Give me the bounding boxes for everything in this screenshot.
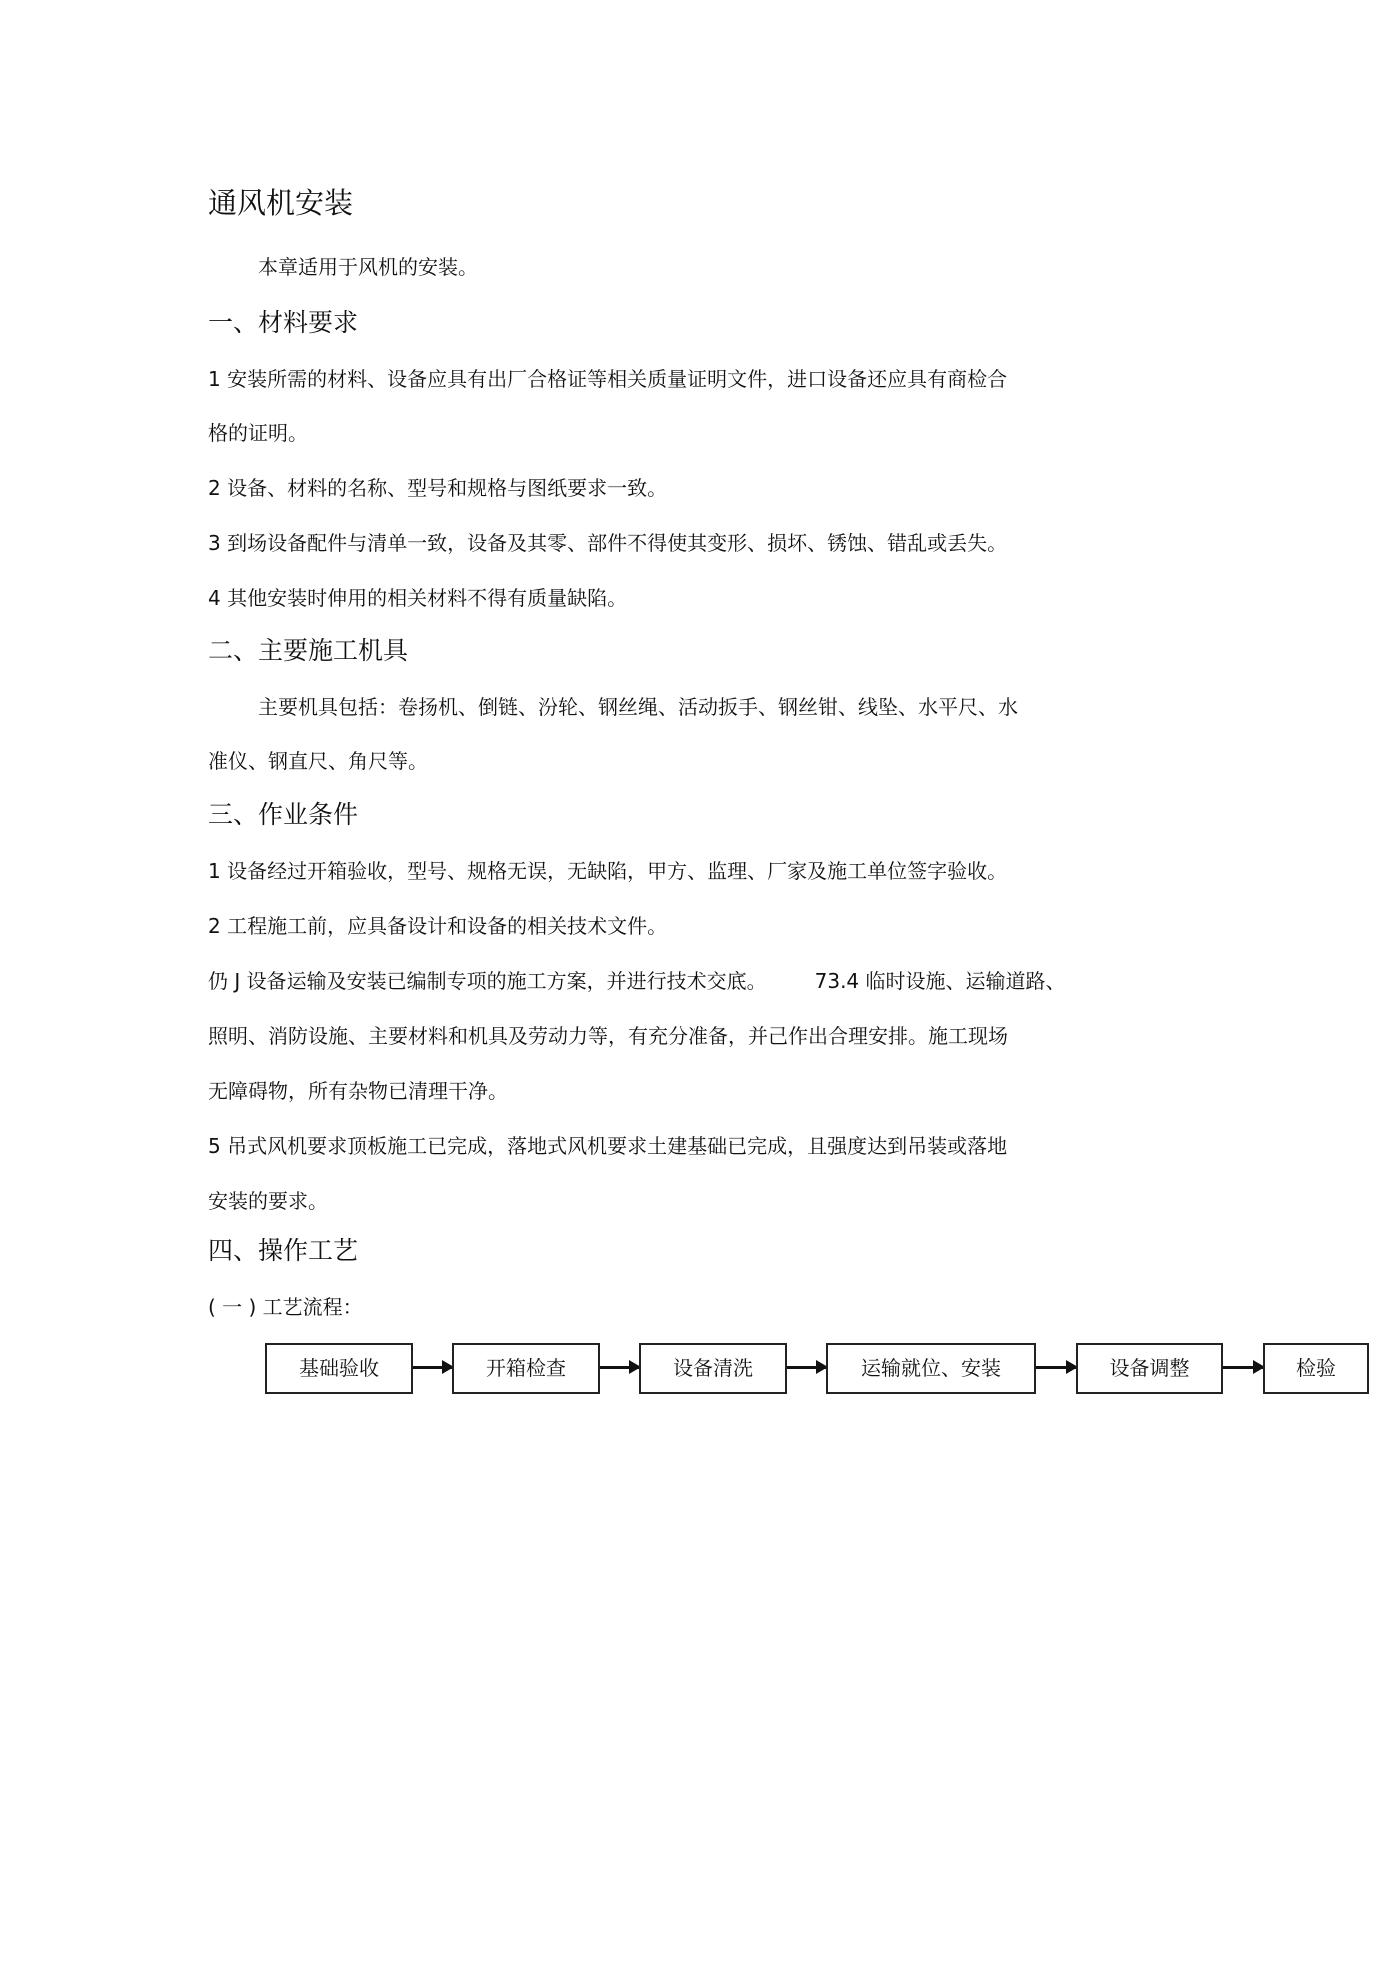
- conditions-line-3: [208, 966, 1066, 996]
- conditions-line-1: 1 设备经过开箱验收，型号、规格无误，无缺陷，甲方、监理、厂家及施工单位签字验收。: [208, 859, 1008, 883]
- tools-line-2: 准仪、钢直尺、角尺等。: [208, 749, 428, 773]
- section-heading-process: 四、操作工艺: [208, 1236, 359, 1265]
- flow-step-5: 设备调整: [1076, 1343, 1223, 1394]
- section-heading-conditions: 三、作业条件: [208, 800, 359, 829]
- conditions-line-3b: 73.4 临时设施、运输道路、: [814, 969, 1066, 993]
- flow-arrow-5: [1223, 1366, 1263, 1369]
- conditions-line-5: 无障碍物，所有杂物已清理干净。: [208, 1079, 508, 1103]
- process-subheading: ( 一 ) 工艺流程：: [208, 1295, 363, 1319]
- flow-arrow-4: [1036, 1366, 1076, 1369]
- flow-step-2: 开箱检查: [452, 1343, 600, 1394]
- conditions-line-6: 5 吊式风机要求顶板施工已完成，落地式风机要求土建基础已完成，且强度达到吊装或落地: [208, 1134, 1008, 1158]
- flow-step-6: 检验: [1263, 1343, 1369, 1394]
- flow-arrow-3: [787, 1366, 826, 1369]
- flow-step-3: 设备清洗: [639, 1343, 787, 1394]
- materials-line-5: 4 其他安装时伸用的相关材料不得有质量缺陷。: [208, 586, 628, 610]
- flow-arrow-1: [413, 1366, 452, 1369]
- materials-line-4: 3 到场设备配件与清单一致，设备及其零、部件不得使其变形、损坏、锈蚀、错乱或丢失。: [208, 531, 1008, 555]
- conditions-line-7: 安装的要求。: [208, 1189, 328, 1213]
- conditions-line-3a: 仍 J 设备运输及安装已编制专项的施工方案，并进行技术交底。: [208, 969, 767, 993]
- section-heading-materials: 一、材料要求: [208, 308, 359, 337]
- materials-line-2: 格的证明。: [208, 421, 308, 445]
- materials-line-1: 1 安装所需的材料、设备应具有出厂合格证等相关质量证明文件，进口设备还应具有商检合: [208, 367, 1008, 391]
- tools-line-1: 主要机具包括：卷扬机、倒链、汾轮、钢丝绳、活动扳手、钢丝钳、线坠、水平尺、水: [258, 695, 1018, 719]
- flow-step-1: 基础验收: [265, 1343, 413, 1394]
- flow-step-4: 运输就位、安装: [826, 1343, 1036, 1394]
- conditions-line-2: 2 工程施工前，应具备设计和设备的相关技术文件。: [208, 914, 668, 938]
- document-title: 通风机安装: [208, 186, 354, 220]
- materials-line-3: 2 设备、材料的名称、型号和规格与图纸要求一致。: [208, 476, 668, 500]
- intro-text: 本章适用于风机的安装。: [258, 255, 478, 279]
- flow-arrow-2: [600, 1366, 639, 1369]
- section-heading-tools: 二、主要施工机具: [208, 636, 409, 665]
- conditions-line-4: 照明、消防设施、主要材料和机具及劳动力等，有充分准备，并己作出合理安排。施工现场: [208, 1024, 1008, 1048]
